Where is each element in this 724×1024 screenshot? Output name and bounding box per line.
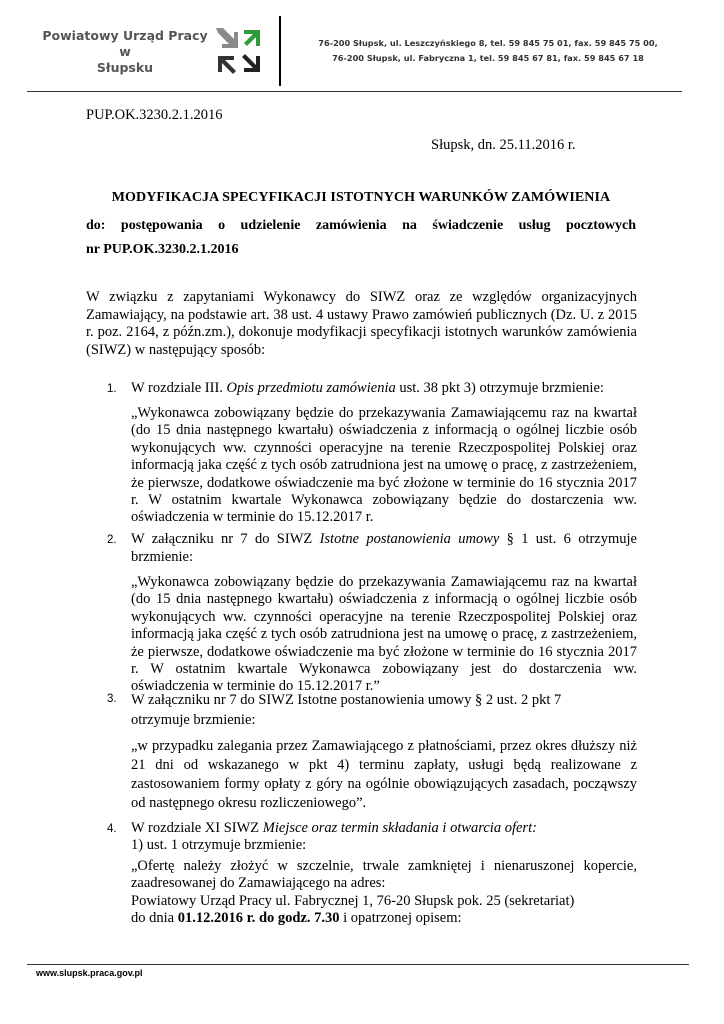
subtitle-line-2: nr PUP.OK.3230.2.1.2016 (86, 242, 239, 257)
arrow-grey-icon (216, 28, 238, 48)
item-4-text: W rozdziale XI SIWZ Miejsce oraz termin składania i otwarcia ofert: (131, 820, 537, 836)
header-divider (279, 16, 281, 86)
arrow-dark-left-icon (218, 56, 236, 74)
item-4-quote (131, 858, 637, 928)
subtitle-line-1: do: postępowania o udzielenie zamówienia na świadczenie usług pocztowych (86, 218, 636, 233)
org-name-line3: Słupsku (96, 60, 154, 75)
document-number: PUP.OK.3230.2.1.2016 (86, 107, 223, 123)
item-4-sub: 1) ust. 1 otrzymuje brzmienie: (131, 837, 307, 853)
item-2-text: W załączniku nr 7 do SIWZ Istotne postanowienia umowy § 1 ust. 6 otrzymuje brzmienie: (131, 531, 637, 565)
item-2-number: 2. (107, 534, 117, 546)
arrows-logo-icon (214, 24, 266, 76)
organization-name (40, 28, 210, 76)
address-line-1: 76-200 Słupsk, ul. Leszczyńskiego 8, tel. 59 845 75 01, fax. 59 845 75 00, (318, 38, 658, 48)
intro-paragraph: W związku z zapytaniami Wykonawcy do SIWZ oraz ze względów organizacyjnych Zamawiający, na podstawie art. 38 ust. 4 ustawy Prawo zamówień publicznych (Dz. U. z 2015 r. poz. 2164, z późn.zm.), dokonuje modyfikacji specyfikacji istotnych warunków zamówienia (SIWZ) w następujący sposób: (86, 289, 637, 358)
document-date: Słupsk, dn. 25.11.2016 r. (431, 137, 576, 153)
arrow-green-icon (244, 30, 260, 46)
item-1-quote: „Wykonawca zobowiązany będzie do przekazywania Zamawiającemu raz na kwartał (do 15 dnia następnego kwartału) oświadczenia z informacją o ogólnej liczbie osób wykonujących ww. czynności operacyjne na terenie Rzeczpospolitej Polskiej oraz informacją jaka część z tych osób zatrudniona jest na umowę o pracę, z zastrzeżeniem, że pierwsze, dodatkowe oświadczenie ma być złożone w terminie do 16 stycznia 2017 r. W ostatnim kwartale Wykonawca zobowiązany będzie do dostarczenia ww. oświadczenia w terminie do 15.12.2017 r. (131, 405, 637, 526)
item-1-number: 1. (107, 383, 117, 395)
item-4-quote-line1: „Ofertę należy złożyć w szczelnie, trwale zamkniętej i nienaruszonej kopercie, zaadresowanej do Zamawiającego na adres: (131, 858, 637, 892)
arrow-dark-right-icon (242, 54, 260, 72)
document-title: MODYFIKACJA SPECYFIKACJI ISTOTNYCH WARUNKÓW ZAMÓWIENIA (111, 190, 611, 205)
document-subtitle (86, 214, 636, 262)
item-3-number: 3. (107, 693, 117, 705)
org-name-line1: Powiatowy Urząd Pracy (42, 28, 208, 43)
item-4-quote-line3: do dnia 01.12.2016 r. do godz. 7.30 i opatrzonej opisem: (131, 910, 462, 927)
item-4-quote-line2: Powiatowy Urząd Pracy ul. Fabrycznej 1, 76-20 Słupsk pok. 25 (sekretariat) (131, 892, 575, 909)
item-4-number: 4. (107, 823, 117, 835)
footer-rule (27, 964, 689, 965)
address-line-2: 76-200 Słupsk, ul. Fabryczna 1, tel. 59 845 67 81, fax. 59 845 67 18 (332, 53, 644, 63)
org-name-line2: w (119, 44, 131, 59)
item-3-quote: „w przypadku zalegania przez Zamawiającego z płatnościami, przez okres dłuższy niż 21 dni od wskazanego w pkt 4) terminu zapłaty, usługi będą realizowane z zastosowaniem formy opłaty z góry na ogólnie obowiązujących zasadach, począwszy od następnego okresu rozliczeniowego”. (131, 738, 637, 811)
item-3-text: W załączniku nr 7 do SIWZ Istotne postanowienia umowy § 2 ust. 2 pkt 7 otrzymuje brzmienie: (131, 692, 562, 728)
header-rule (27, 91, 682, 92)
item-1-text: W rozdziale III. Opis przedmiotu zamówienia ust. 38 pkt 3) otrzymuje brzmienie: (131, 380, 604, 396)
item-2-quote: „Wykonawca zobowiązany będzie do przekazywania Zamawiającemu raz na kwartał (do 15 dnia następnego kwartału) oświadczenia z informacją o ogólnej liczbie osób wykonujących ww. czynności operacyjne na terenie Rzeczpospolitej Polskiej oraz informacją jaka część z tych osób zatrudniona jest na umowę o pracę, z zastrzeżeniem, że pierwsze, dodatkowe oświadczenie ma być złożone w terminie do 16 stycznia 2017 r. W ostatnim kwartale Wykonawca zobowiązany jest do dostarczenia ww. oświadczenia w terminie do 15.12.2017 r.” (131, 574, 637, 695)
footer-url[interactable]: www.slupsk.praca.gov.pl (36, 968, 143, 978)
